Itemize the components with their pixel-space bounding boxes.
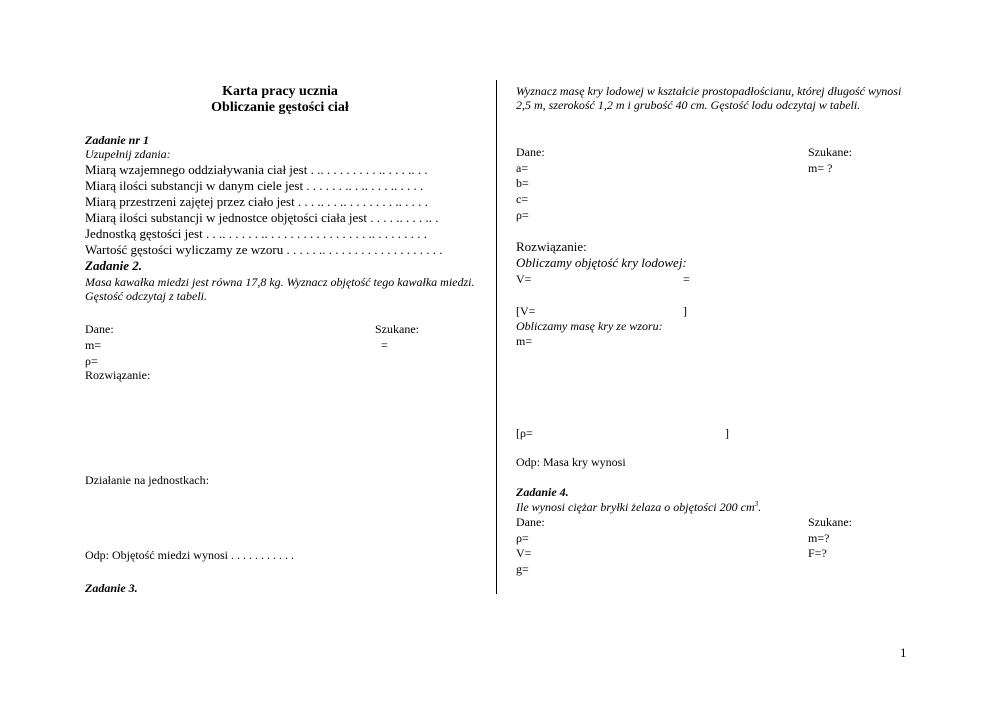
task4-dane-label: Dane:	[516, 515, 545, 529]
task1-line: Miarą wzajemnego oddziaływania ciał jest . .. . . . . . . . . .. . . . .. . .	[85, 162, 428, 177]
task2-szukane-eq: =	[381, 338, 388, 352]
task3-obl-v: Obliczamy objętość kry lodowej:	[516, 255, 687, 270]
task4-szukane-m: m=?	[808, 531, 830, 545]
task1-heading: Zadanie nr 1	[85, 133, 150, 147]
task2-dzialanie: Działanie na jednostkach:	[85, 473, 209, 487]
task3-v-eq-sign: =	[683, 272, 690, 286]
task3-odp: Odp: Masa kry wynosi	[516, 455, 626, 469]
task1-line: Miarą ilości substancji w danym ciele jest . . . . . . .. . .. . . . .. . . . .	[85, 178, 424, 193]
task4-text	[516, 500, 761, 514]
task3-szukane-m: m= ?	[808, 161, 833, 175]
page-number: 1	[900, 645, 907, 660]
task1-line: Miarą przestrzeni zajętej przez ciało jest . . . .. . . .. . . . . . . . .. . . . .	[85, 194, 428, 209]
task4-v: V=	[516, 546, 532, 560]
task2-m: m=	[85, 338, 102, 352]
task3-rho-unit-open: [ρ=	[516, 426, 533, 440]
task3-dane-label: Dane:	[516, 145, 545, 159]
task3-rho-unit-close: ]	[725, 426, 729, 440]
task3-v-unit-close: ]	[683, 304, 687, 318]
task1-line: Wartość gęstości wyliczamy ze wzoru . . . . . .. . . . . . . . . . . . . . . . . . .	[85, 242, 443, 257]
task3-v-eq: V=	[516, 272, 532, 286]
task3-a: a=	[516, 161, 529, 175]
task3-v-unit-open: [V=	[516, 304, 536, 318]
task3-c: c=	[516, 192, 529, 206]
task1-line: Miarą ilości substancji w jednostce objętości ciała jest . . . . .. . . . .. .	[85, 210, 439, 225]
task4-text-sup: 3	[754, 500, 759, 508]
task3-heading: Zadanie 3.	[85, 581, 138, 595]
task4-heading: Zadanie 4.	[516, 485, 569, 499]
column-divider	[496, 80, 497, 594]
task3-m-eq: m=	[516, 334, 533, 348]
task1-instruction: Uzupełnij zdania:	[85, 147, 171, 161]
task2-szukane-label: Szukane:	[375, 322, 419, 336]
task4-text-end: .	[758, 500, 762, 514]
task3-obl-m: Obliczamy masę kry ze wzoru:	[516, 319, 663, 333]
task4-szukane-f: F=?	[808, 546, 827, 560]
task2-text: Masa kawałka miedzi jest równa 17,8 kg. Wyznacz objętość tego kawałka miedzi. Gęstość odczytaj z tabeli.	[85, 275, 475, 303]
task2-odp: Odp: Objętość miedzi wynosi . . . . . . . . . . .	[85, 548, 294, 562]
task3-szukane-label: Szukane:	[808, 145, 852, 159]
task3-rho: ρ=	[516, 208, 529, 222]
task4-text-main: Ile wynosi ciężar bryłki żelaza o objętości 200 cm	[516, 500, 755, 514]
task2-dane-label: Dane:	[85, 322, 114, 336]
task4-szukane-label: Szukane:	[808, 515, 852, 529]
task1-line: Jednostką gęstości jest . . .. . . . . . .. . . . . . . . . . . . . . . . .. . . . . . . . .	[85, 226, 427, 241]
task2-rho: ρ=	[85, 354, 98, 368]
task2-rozwiazanie: Rozwiązanie:	[85, 368, 151, 382]
worksheet-title: Karta pracy ucznia	[222, 84, 338, 99]
task4-rho: ρ=	[516, 531, 529, 545]
task4-g: g=	[516, 562, 529, 576]
task3-b: b=	[516, 176, 529, 190]
task2-heading: Zadanie 2.	[85, 258, 143, 273]
task3-text: Wyznacz masę kry lodowej w kształcie prostopadłościanu, której długość wynosi 2,5 m, szerokość 1,2 m i grubość 40 cm. Gęstość lodu odczytaj w tabeli.	[516, 84, 902, 112]
task3-rozwiazanie: Rozwiązanie:	[516, 239, 587, 254]
worksheet-subtitle: Obliczanie gęstości ciał	[211, 100, 349, 115]
